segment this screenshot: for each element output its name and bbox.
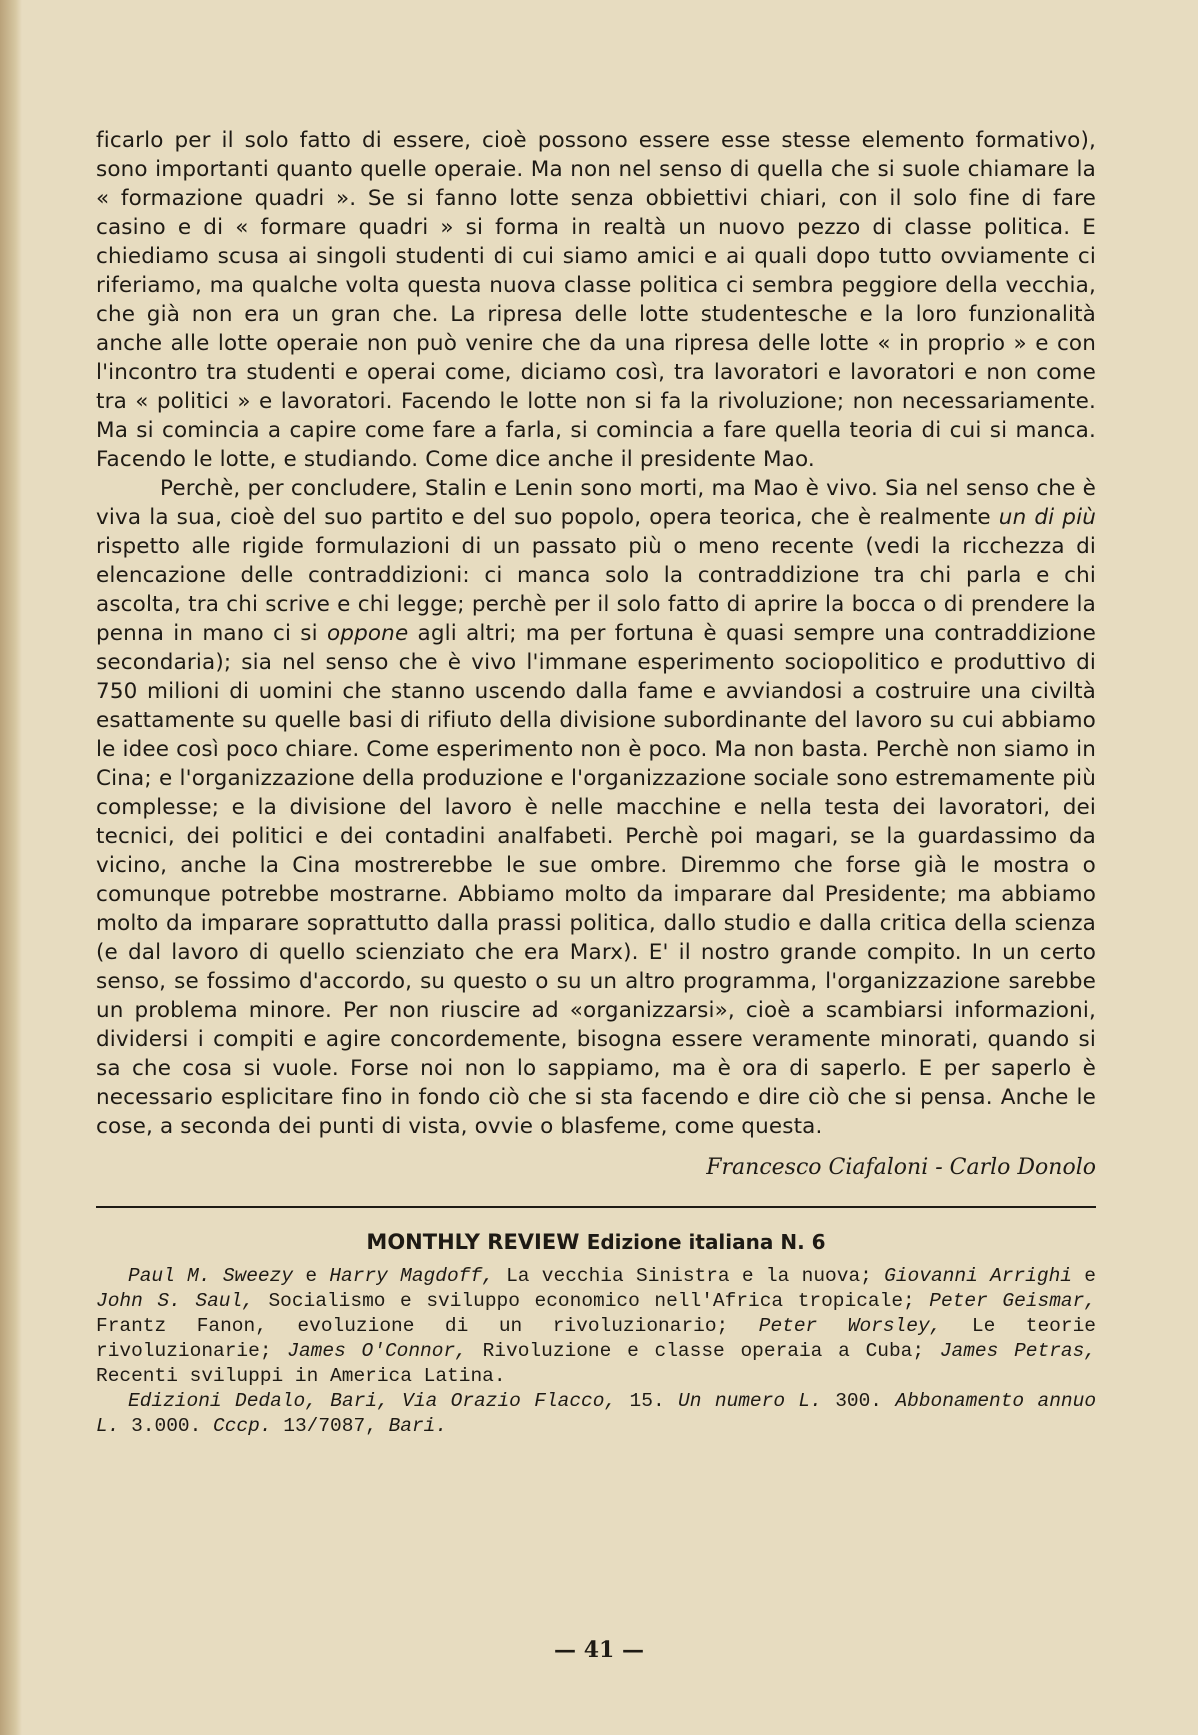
ad-paragraph-contents xyxy=(96,1264,1096,1389)
text-run: 13/7087, xyxy=(271,1415,389,1437)
section-divider xyxy=(96,1206,1096,1208)
italic-text-run: John S. Saul, xyxy=(96,1290,254,1312)
italic-text-run: Harry Magdoff, xyxy=(329,1265,494,1287)
text-run: ficarlo per il solo fatto di essere, cioè possono essere esse stesse elemento formativo), sono importanti quanto quelle operaie. Ma non nel senso di quella che si suole chiamare la « formazione quadri ». Se si fanno lotte senza obbiettivi chiari, con il solo fine di fare casino e di « formare quadri » si forma in realtà un nuovo pezzo di classe politica. E chiediamo scusa ai singoli studenti di cui siamo amici e ai quali dopo tutto ovviamente ci riferiamo, ma qualche volta questa nuova classe politica ci sembra peggiore della vecchia, che già non era un gran che. La ripresa delle lotte studentesche e la loro funzionalità anche alle lotte operaie non può venire che da una ripresa delle lotte « in proprio » e con l'incontro tra studenti e operai come, diciamo così, tra lavoratori e lavoratori e non come tra « politici » e lavoratori. Facendo le lotte non si fa la rivoluzione; non necessariamente. Ma si comincia a capire come fare a farla, si comincia a fare quella teoria di cui si manca. Facendo le lotte, e studiando. Come dice anche il presidente Mao. xyxy=(96,128,1096,472)
ad-body xyxy=(96,1264,1096,1439)
article-signature: Francesco Ciafaloni - Carlo Donolo xyxy=(706,1155,1096,1180)
text-run: Socialismo e sviluppo economico nell'Africa tropicale; xyxy=(253,1290,930,1312)
page-number: — 41 — xyxy=(554,1637,644,1663)
text-run: Le teorie rivoluzionarie; xyxy=(96,1315,1096,1362)
italic-text-run: Cccp. xyxy=(213,1415,272,1437)
italic-text-run: Peter Worsley, xyxy=(758,1315,942,1337)
text-run: Frantz Fanon, evoluzione di un rivoluzionario; xyxy=(96,1315,759,1337)
text-run: agli altri; ma per fortuna è quasi sempre una contraddizione secondaria); sia nel senso che è vivo l'immane esperimento sociopolitico e produttivo di 750 milioni di uomini che stanno uscendo dalla fame e avviandosi a costruire una civiltà esattamente su quelle basi di rifiuto della divisione subordinante del lavoro su cui abbiamo le idee così poco chiare. Come esperimento non è poco. Ma non basta. Perchè non siamo in Cina; e l'organizzazione della produzione e l'organizzazione sociale sono estremamente più complesse; e la divisione del lavoro è nelle macchine e nella testa dei lavoratori, dei tecnici, dei politici e dei contadini analfabeti. Perchè poi magari, se la guardassimo da vicino, anche la Cina mostrerebbe le sue ombre. Diremmo che forse già le mostra o comunque potrebbe mostrarne. Abbiamo molto da imparare dal Presidente; ma abbiamo molto da imparare soprattutto dalla prassi politica, dallo studio e dalla critica della scienza (e dal lavoro di quello scienziato che era Marx). E' il nostro grande compito. In un certo senso, se fossimo d'accordo, su questo o su un altro programma, l'organizzazione sarebbe un problema minore. Per non riuscire ad «organizzarsi», cioè a scambiarsi informazioni, dividersi i compiti e agire concordemente, bisogna essere veramente minorati, quando si sa che cosa si vuole. Forse noi non lo sappiamo, ma è ora di saperlo. E per saperlo è necessario esplicitare fino in fondo ciò che si sta facendo e dire ciò che si pensa. Anche le cose, a seconda dei punti di vista, ovvie o blasfeme, come questa. xyxy=(96,621,1096,1139)
text-run: Perchè, per concludere, Stalin e Lenin sono morti, ma Mao è vivo. Sia nel senso che è viva la sua, cioè del suo partito e del suo popolo, opera teorica, che è realmente xyxy=(96,476,1096,530)
italic-text-run: Giovanni Arrighi xyxy=(884,1265,1072,1287)
text-run: 15. xyxy=(616,1390,679,1412)
article-paragraph-2 xyxy=(96,474,1096,1141)
ad-title-main: MONTHLY REVIEW xyxy=(366,1230,580,1254)
italic-text-run: James Petras, xyxy=(939,1340,1096,1362)
ad-title-rest: Edizione italiana N. 6 xyxy=(586,1230,826,1254)
italic-text-run: Edizioni Dedalo, Bari, Via Orazio Flacco, xyxy=(128,1390,617,1412)
ad-heading xyxy=(96,1230,1096,1254)
italic-text-run: oppone xyxy=(326,621,409,646)
italic-text-run: Un numero L. xyxy=(678,1390,822,1412)
italic-text-run: James O'Connor, xyxy=(287,1340,467,1362)
text-run: Recenti sviluppi in America Latina. xyxy=(96,1365,506,1387)
article-paragraph-1 xyxy=(96,126,1096,474)
article-body xyxy=(96,126,1096,1141)
text-run: e xyxy=(293,1265,330,1287)
italic-text-run: un di più xyxy=(998,505,1097,530)
page-content xyxy=(96,126,1096,1439)
italic-text-run: Paul M. Sweezy xyxy=(128,1265,294,1287)
text-run: La vecchia Sinistra e la nuova; xyxy=(493,1265,885,1287)
text-run: e xyxy=(1072,1265,1097,1287)
italic-text-run: Peter Geismar, xyxy=(929,1290,1096,1312)
italic-text-run: Abbonamento annuo L. xyxy=(96,1390,1097,1437)
text-run: 300. xyxy=(821,1390,896,1412)
text-run: rispetto alle rigide formulazioni di un passato più o meno recente (vedi la ricchezza di elencazione delle contraddizioni: ci manca solo la contraddizione tra chi parla e chi ascolta, tra chi scrive e chi legge; perchè per il solo fatto di aprire la bocca o di prendere la penna in mano ci si xyxy=(96,534,1096,646)
text-run: Rivoluzione e classe operaia a Cuba; xyxy=(466,1340,940,1362)
text-run: 3.000. xyxy=(119,1415,214,1437)
italic-text-run: Bari. xyxy=(388,1415,448,1437)
ad-paragraph-publisher xyxy=(96,1389,1096,1439)
page-binding-edge xyxy=(0,0,22,1735)
